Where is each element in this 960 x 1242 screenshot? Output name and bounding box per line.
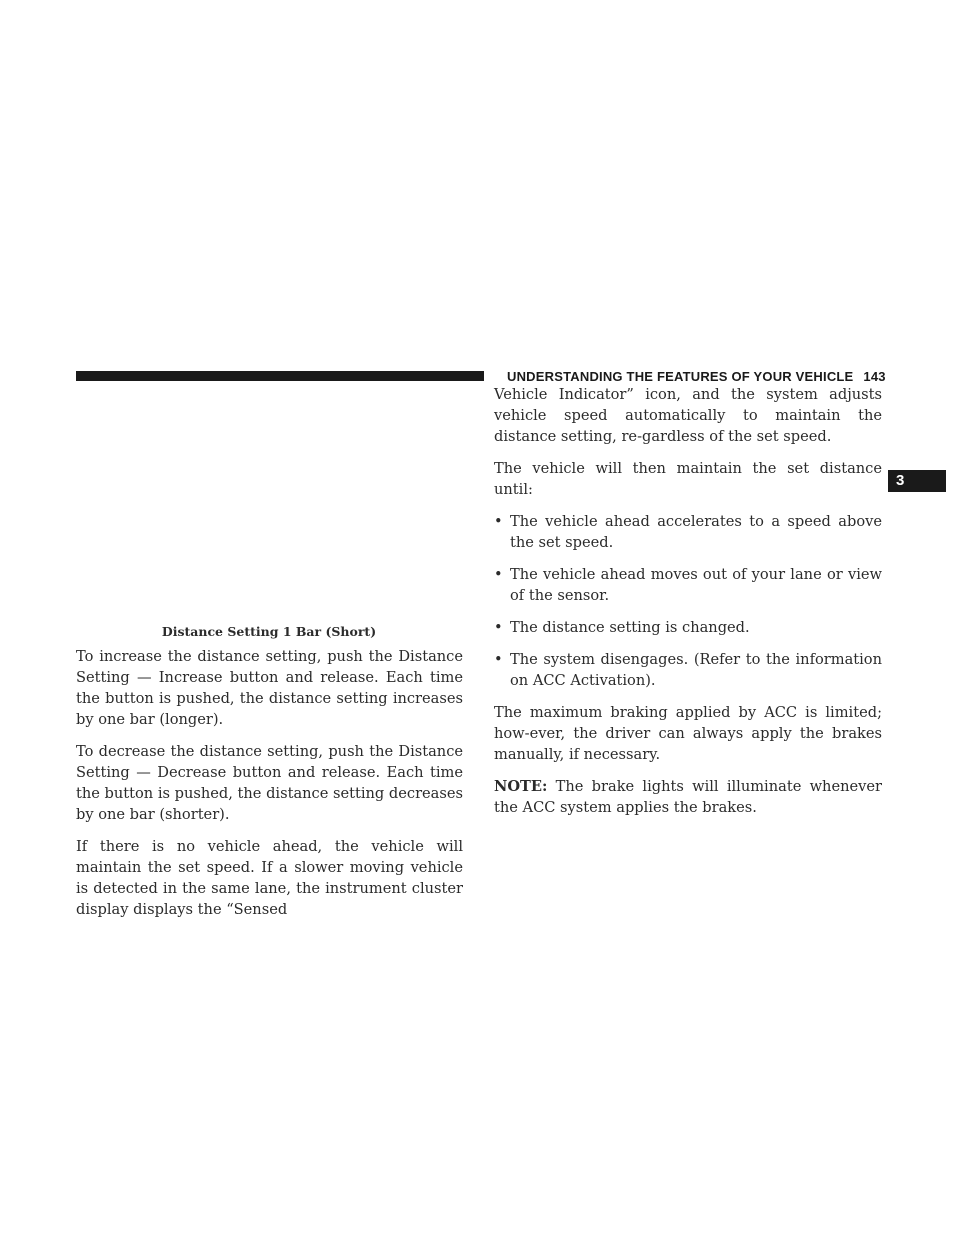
bullet-icon: • [494,619,503,636]
list-item [494,617,882,638]
running-header [507,369,886,384]
note-text: The brake lights will illuminate whenever the ACC system applies the brakes. [494,778,882,816]
condition-list [494,511,882,691]
list-item-text: The system disengages. (Refer to the information on ACC Activation). [510,651,882,689]
list-item [494,511,882,553]
list-item [494,564,882,606]
figure-caption: Distance Setting 1 Bar (Short) [161,624,377,639]
list-item [494,649,882,691]
paragraph-max-braking: The maximum braking applied by ACC is limited; how-ever, the driver can always apply the brakes manually, if necessary. [494,704,882,763]
page-number: 143 [863,369,886,384]
left-column [76,646,463,931]
paragraph-increase-distance: To increase the distance setting, push the Distance Setting — Increase button and release. Each time the button is pushed, the distance setting increases by one bar (longer). [76,648,463,728]
bullet-icon: • [494,566,503,583]
paragraph-decrease-distance: To decrease the distance setting, push the Distance Setting — Decrease button and release. Each time the button is pushed, the distance setting decreases by one bar (shorter). [76,743,463,823]
bullet-icon: • [494,651,503,668]
paragraph-sensed-vehicle: Vehicle Indicator” icon, and the system adjusts vehicle speed automatically to maintain the distance setting, re-gardless of the set speed. [494,386,882,445]
chapter-tab: 3 [888,470,946,492]
bullet-icon: • [494,513,503,530]
paragraph-no-vehicle-ahead: If there is no vehicle ahead, the vehicle will maintain the set speed. If a slower moving vehicle is detected in the same lane, the instrument cluster display displays the “Sensed [76,838,463,918]
right-column [494,384,882,829]
header-title: UNDERSTANDING THE FEATURES OF YOUR VEHICLE [507,369,854,384]
list-item-text: The distance setting is changed. [510,619,750,636]
paragraph-list-intro: The vehicle will then maintain the set distance until: [494,460,882,498]
note-paragraph [494,776,882,818]
header-rule [76,371,484,381]
note-label: NOTE: [494,778,548,795]
list-item-text: The vehicle ahead moves out of your lane or view of the sensor. [510,566,882,604]
list-item-text: The vehicle ahead accelerates to a speed above the set speed. [510,513,882,551]
